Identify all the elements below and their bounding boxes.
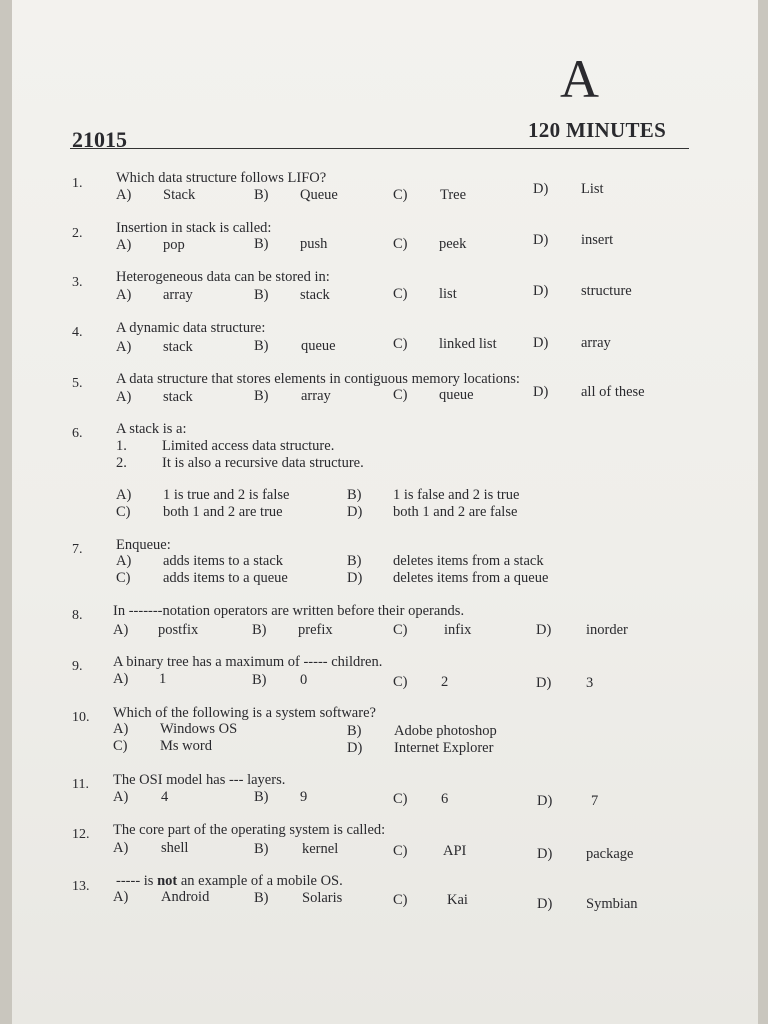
option-label: D) [536, 622, 552, 638]
question-number: 4. [72, 325, 83, 340]
option-label: B) [254, 187, 269, 203]
question-text: Which of the following is a system software? [113, 705, 376, 721]
option-label: D) [533, 181, 549, 197]
question-text: The OSI model has --- layers. [113, 772, 286, 788]
question-number: 7. [72, 542, 83, 557]
question-text: A dynamic data structure: [116, 320, 266, 336]
option-text: package [586, 846, 634, 862]
option-label: D) [533, 232, 549, 248]
option-text: adds items to a queue [163, 570, 288, 586]
option-label: A) [113, 840, 129, 856]
set-letter: A [560, 49, 599, 109]
option-label: A) [116, 287, 132, 303]
option-label: B) [347, 553, 362, 569]
question-number: 8. [72, 608, 83, 623]
option-label: B) [347, 487, 362, 503]
option-text: Symbian [586, 896, 638, 912]
option-label: A) [116, 339, 132, 355]
option-label: D) [347, 504, 363, 520]
question-text: A binary tree has a maximum of ----- children. [113, 654, 383, 670]
option-text: Queue [300, 187, 338, 203]
option-label: B) [252, 622, 267, 638]
statement-number: 2. [116, 455, 127, 471]
option-label: C) [393, 892, 408, 908]
option-text: List [581, 181, 604, 197]
option-text: deletes items from a queue [393, 570, 549, 586]
option-label: C) [393, 236, 408, 252]
option-text: all of these [581, 384, 645, 400]
option-text: 7 [591, 793, 599, 809]
option-label: B) [254, 287, 269, 303]
option-text: 6 [441, 791, 449, 807]
option-text: infix [444, 622, 472, 638]
option-text: Kai [447, 892, 468, 908]
question-text: In -------notation operators are written before their operands. [113, 603, 465, 619]
statement-text: Limited access data structure. [162, 438, 335, 454]
option-text: 9 [300, 789, 308, 805]
option-label: D) [537, 896, 553, 912]
option-label: C) [393, 622, 408, 638]
statement-number: 1. [116, 438, 127, 454]
option-text: queue [439, 387, 474, 403]
option-label: C) [393, 843, 408, 859]
option-text: inorder [586, 622, 628, 638]
question-text: Which data structure follows LIFO? [116, 170, 327, 186]
option-label: D) [537, 846, 553, 862]
option-label: D) [347, 740, 363, 756]
option-text: Android [161, 889, 210, 905]
option-label: A) [113, 889, 129, 905]
question-number: 2. [72, 226, 83, 241]
question-number: 1. [72, 176, 83, 191]
option-label: B) [254, 841, 269, 857]
question-number: 11. [72, 777, 89, 792]
option-label: D) [537, 793, 553, 809]
option-label: C) [393, 387, 408, 403]
option-text: 1 is false and 2 is true [393, 487, 520, 503]
option-text: linked list [439, 336, 497, 352]
option-label: C) [116, 504, 131, 520]
option-text: kernel [302, 841, 339, 857]
option-text: array [581, 335, 611, 351]
option-label: C) [116, 570, 131, 586]
option-label: B) [254, 890, 269, 906]
option-text: Tree [440, 187, 467, 203]
option-text: pop [163, 237, 185, 253]
question-text: Insertion in stack is called: [116, 220, 272, 236]
option-text: Ms word [160, 738, 212, 754]
option-text: push [300, 236, 328, 252]
option-text: shell [161, 840, 189, 856]
option-label: C) [393, 674, 408, 690]
option-label: A) [113, 622, 129, 638]
option-label: D) [347, 570, 363, 586]
question-number: 3. [72, 275, 83, 290]
option-label: D) [533, 283, 549, 299]
option-label: A) [116, 389, 132, 405]
question-number: 5. [72, 376, 83, 391]
option-label: A) [116, 553, 132, 569]
option-text: stack [163, 389, 193, 405]
option-label: C) [393, 336, 408, 352]
option-text: both 1 and 2 are false [393, 504, 518, 520]
emphasis-not: not [157, 873, 178, 889]
option-label: C) [393, 187, 408, 203]
option-text: stack [300, 287, 330, 303]
option-text: deletes items from a stack [393, 553, 544, 569]
option-text: structure [581, 283, 632, 299]
option-label: D) [533, 335, 549, 351]
option-text: 3 [586, 675, 594, 691]
option-text: Stack [163, 187, 196, 203]
option-text: queue [301, 338, 336, 354]
option-label: D) [533, 384, 549, 400]
duration: 120 MINUTES [528, 118, 667, 142]
question-number: 12. [72, 827, 90, 842]
option-label: A) [116, 187, 132, 203]
option-text: Windows OS [160, 721, 238, 737]
question-text: A data structure that stores elements in contiguous memory locations: [116, 371, 520, 387]
header-divider [70, 148, 689, 149]
option-label: B) [252, 672, 267, 688]
question-number: 10. [72, 710, 90, 725]
question-text: A stack is a: [116, 421, 187, 437]
option-text: insert [581, 232, 614, 248]
option-label: A) [113, 671, 129, 687]
question-number: 9. [72, 659, 83, 674]
option-label: B) [254, 236, 269, 252]
option-text: array [163, 287, 193, 303]
option-label: C) [113, 738, 128, 754]
option-text: 4 [161, 789, 169, 805]
option-text: Internet Explorer [394, 740, 494, 756]
option-label: C) [393, 286, 408, 302]
option-text: API [443, 843, 467, 859]
option-text: list [439, 286, 457, 302]
option-text: peek [439, 236, 467, 252]
option-text: 0 [300, 672, 308, 688]
option-label: B) [254, 338, 269, 354]
option-text: 1 [159, 671, 167, 687]
statement-text: It is also a recursive data structure. [162, 455, 364, 471]
option-text: Solaris [302, 890, 343, 906]
option-label: B) [254, 388, 269, 404]
option-text: 1 is true and 2 is false [163, 487, 290, 503]
option-text: array [301, 388, 331, 404]
option-label: A) [116, 237, 132, 253]
question-text: ----- is not an example of a mobile OS. [116, 873, 343, 889]
option-text: prefix [298, 622, 333, 638]
option-label: B) [254, 789, 269, 805]
option-text: both 1 and 2 are true [163, 504, 283, 520]
option-text: 2 [441, 674, 449, 690]
option-text: Adobe photoshop [394, 723, 497, 739]
option-label: A) [113, 789, 129, 805]
option-label: C) [393, 791, 408, 807]
question-text: The core part of the operating system is called: [113, 822, 386, 838]
question-number: 13. [72, 879, 90, 894]
paper-code: 21015 [72, 127, 127, 152]
option-label: D) [536, 675, 552, 691]
option-text: stack [163, 339, 193, 355]
option-text: adds items to a stack [163, 553, 284, 569]
option-label: A) [116, 487, 132, 503]
question-number: 6. [72, 426, 83, 441]
option-label: B) [347, 723, 362, 739]
option-label: A) [113, 721, 129, 737]
question-text: Enqueue: [116, 537, 171, 553]
question-text: Heterogeneous data can be stored in: [116, 269, 330, 285]
option-text: postfix [158, 622, 199, 638]
